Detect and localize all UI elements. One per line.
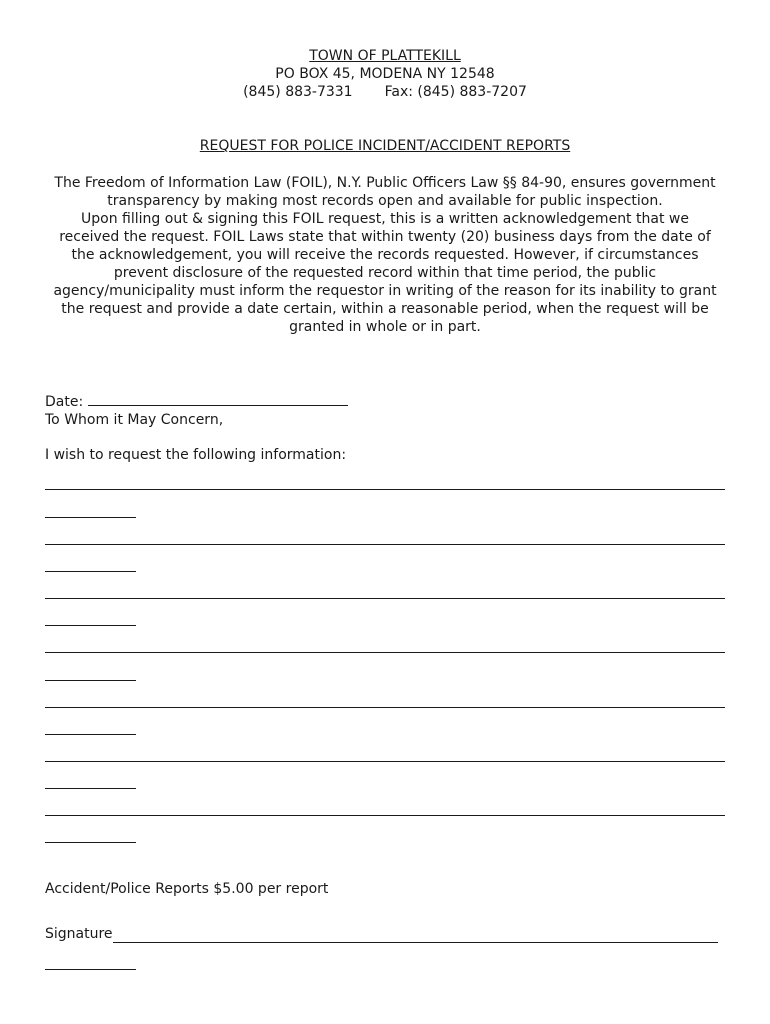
request-line[interactable]: [45, 761, 725, 762]
signature-label: Signature: [45, 926, 113, 942]
request-label: I wish to request the following information:: [45, 447, 347, 463]
date-label: Date:: [45, 394, 84, 410]
town-address: PO BOX 45, MODENA NY 12548: [275, 66, 495, 82]
request-line-continuation[interactable]: [45, 680, 136, 681]
request-line-continuation[interactable]: [45, 734, 136, 735]
signature-block: [45, 925, 718, 943]
request-line-continuation[interactable]: [45, 842, 136, 843]
fee-note: Accident/Police Reports $5.00 per report: [45, 881, 329, 897]
date-block: [45, 391, 348, 429]
fax-number: Fax: (845) 883-7207: [384, 84, 527, 100]
request-line-continuation[interactable]: [45, 625, 136, 626]
intro-paragraph-2: Upon filling out & signing this FOIL request, this is a written acknowledgement that we received the request. FOIL Laws state that within twenty (20) business days from the date of the acknowledgement, you will receive the records requested. However, if circumstances prevent disclosure of the requested record within that time period, the public agency/municipality must inform the requestor in writing of the reason for its inability to grant the request and provide a date certain, within a reasonable period, when the request will be granted in whole or in part.: [53, 211, 717, 335]
letterhead: [0, 47, 770, 101]
salutation: To Whom it May Concern,: [45, 412, 224, 428]
request-line[interactable]: [45, 544, 725, 545]
intro-paragraph-1: The Freedom of Information Law (FOIL), N.Y. Public Officers Law §§ 84-90, ensures government transparency by making most records open and available for public inspection.: [54, 175, 716, 209]
request-line[interactable]: [45, 652, 725, 653]
date-field[interactable]: [88, 391, 348, 406]
signature-line-continuation[interactable]: [45, 969, 136, 970]
request-line[interactable]: [45, 815, 725, 816]
request-line[interactable]: [45, 598, 725, 599]
contact-line: [0, 83, 770, 101]
phone-number: (845) 883-7331: [243, 84, 353, 100]
request-line-continuation[interactable]: [45, 571, 136, 572]
request-line[interactable]: [45, 707, 725, 708]
signature-field[interactable]: [113, 928, 718, 943]
request-line-continuation[interactable]: [45, 517, 136, 518]
request-line[interactable]: [45, 489, 725, 490]
form-title: REQUEST FOR POLICE INCIDENT/ACCIDENT REPORTS: [199, 138, 571, 154]
request-line-continuation[interactable]: [45, 788, 136, 789]
foil-explanation: [50, 174, 720, 336]
town-name: TOWN OF PLATTEKILL: [309, 48, 461, 64]
